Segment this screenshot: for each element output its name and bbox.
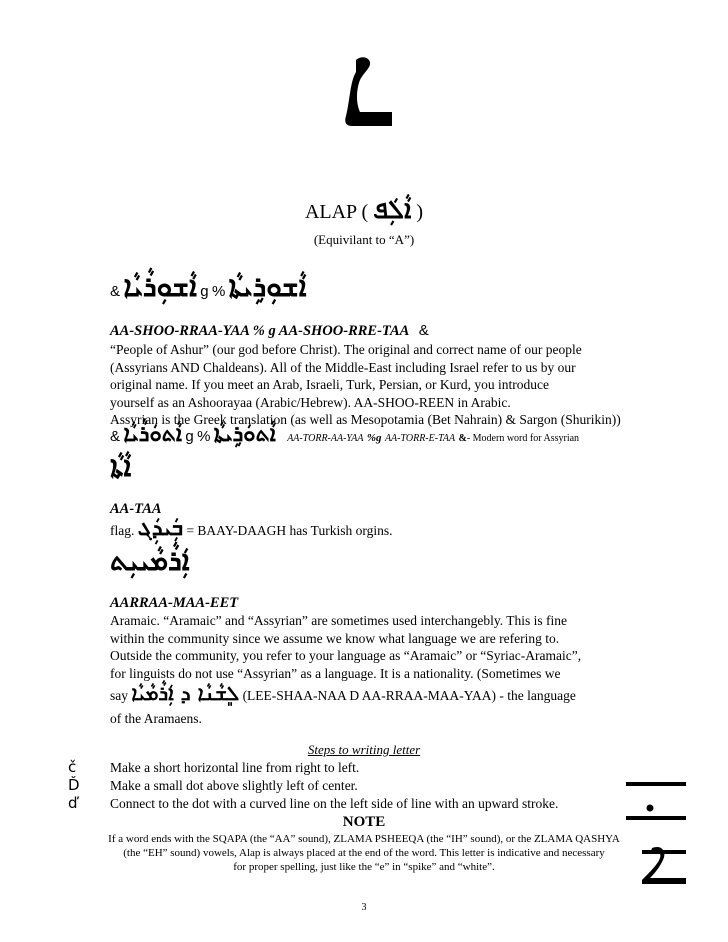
transliteration-text: AA-TAA <box>110 501 162 517</box>
description-line: original name. If you meet an Arab, Israeli, Turk, Persian, or Kurd, you introduce <box>110 377 550 393</box>
ampersand-marker: & <box>418 322 429 339</box>
syriac-word-ashurayaa: ܐܵܫܘܼܪܵܝܵܐ <box>123 270 197 303</box>
entry-aramaic-description <box>110 612 670 682</box>
ampersand-marker: & <box>110 428 121 445</box>
entry-flag-word <box>110 450 132 483</box>
description-text: - Modern word for Assyrian <box>466 433 580 444</box>
steps-title: Steps to writing letter <box>307 742 421 757</box>
letter-equivalent: (Equivilant to “A”) <box>313 232 415 247</box>
letter-title <box>0 195 728 226</box>
transliteration-text: AA-SHOO-RRAA-YAA % g AA-SHOO-RRE-TAA <box>110 323 410 339</box>
note-body <box>0 832 728 874</box>
gender-marker: %g <box>366 432 382 444</box>
guide-stroke-2-dot <box>647 805 654 812</box>
syriac-word-atorreta: ܐܵܬܘܿܪܹܝܬܵܐ <box>213 422 276 447</box>
syriac-word-ashurreta: ܐܵܫܘܼܪܹܝܬܵܐ <box>228 270 307 303</box>
syriac-phrase-leshana-d-aramaya: ܠܸܫܵܢܵܐ ܕ ܐܲܪܵܡܵܝܵܐ <box>131 681 240 705</box>
entry-aramaic-transliteration <box>110 594 238 612</box>
meaning-text: flag. <box>110 523 135 538</box>
syriac-word-aramaeet: ܐܲܪܵܡܵܝܝܼܬ <box>110 544 190 577</box>
title-syriac: ܐܵܠܲܦ <box>373 195 412 225</box>
entry-aramaic-say-line <box>110 681 576 705</box>
description-line: yourself as an Ashoorayaa (Arabic/Hebrew). AA-SHOO-REEN in Arabic. <box>110 394 511 410</box>
page-number: 3 <box>361 902 367 913</box>
entry-aramaic-word <box>110 544 190 577</box>
gender-marker: % <box>197 428 211 445</box>
step-marker: č <box>68 758 77 776</box>
syriac-word-atorayaa: ܐܵܬܘܿܪܵܝܵܐ <box>123 422 182 447</box>
entry-modern-assyrian <box>110 422 580 448</box>
entry-aramaic-last-line: of the Aramaens. <box>110 711 202 726</box>
title-text: ALAP ( <box>304 201 369 223</box>
ampersand-marker: & <box>110 283 121 300</box>
description-line: for linguists do not use “Assyrian” as a language. It is a nationality. (Sometimes we <box>110 665 561 681</box>
description-line: “People of Ashur” (our god before Christ). The original and correct name of our people <box>110 342 582 357</box>
guide-stroke-1 <box>626 782 686 786</box>
step-marker: ď <box>68 794 78 812</box>
entry-flag-meaning <box>110 516 393 541</box>
description-text: (LEE-SHAA-NAA D AA-RRAA-MAA-YAA) - the language <box>242 688 576 703</box>
entry-assyrian-description <box>110 341 670 429</box>
syriac-word-baydagh: ܒܲܝܕܲܓ <box>137 516 184 541</box>
step-text: Make a short horizontal line from right to left. <box>110 760 360 775</box>
description-line: Aramaic. “Aramaic” and “Assyrian” are sometimes used interchangebly. This is fine <box>110 613 567 628</box>
gender-marker: % <box>211 283 226 300</box>
transliteration-text: AA-TORR-AA-YAA <box>287 433 364 444</box>
transliteration-text: AARRAA-MAA-EET <box>110 595 239 611</box>
note-line: for proper spelling, just like the “e” in “spike” and “white”. <box>233 861 495 873</box>
alap-letter-glyph <box>338 52 398 132</box>
step-text: Make a small dot above slightly left of center. <box>110 778 358 793</box>
description-text: say <box>110 688 128 703</box>
entry-assyrian-words <box>110 270 307 303</box>
description-line: (Assyrians AND Chaldeans). All of the Middle-East including Israel refer to us by our <box>110 359 576 375</box>
description-line: Outside the community, you refer to your language as “Aramaic” or “Syriac-Aramaic”, <box>110 648 582 664</box>
description-line: within the community since we assume we know what language we are refering to. <box>110 630 560 646</box>
note-line: If a word ends with the SQAPA (the “AA” sound), ZLAMA PSHEEQA (the “IH” sound), or the ZLAMA QASHYA <box>108 833 620 845</box>
note-title: NOTE <box>342 814 386 830</box>
ampersand-marker: & <box>458 433 467 444</box>
transliteration-text: AA-TORR-E-TAA <box>384 433 456 444</box>
meaning-text: = BAAY-DAAGH has Turkish orgins. <box>186 523 393 538</box>
description-line: Assyrian is the Greek translation (as well as Mesopotamia (Bet Nahrain) & Sargon (Shurikin)) <box>110 412 621 428</box>
gender-marker: g <box>200 283 209 300</box>
gender-marker: g <box>185 428 194 445</box>
entry-transliteration <box>110 322 429 340</box>
step-marker: Ď <box>68 776 80 794</box>
syriac-word-ataa: ܐܵܬܵܐ <box>110 450 132 483</box>
title-close: ) <box>416 201 424 223</box>
note-line: (the “EH” sound) vowels, Alap is always placed at the end of the word. This letter is indicative and necessary <box>123 847 605 859</box>
step-text: Connect to the dot with a curved line on the left side of line with an upward stroke. <box>110 796 559 811</box>
